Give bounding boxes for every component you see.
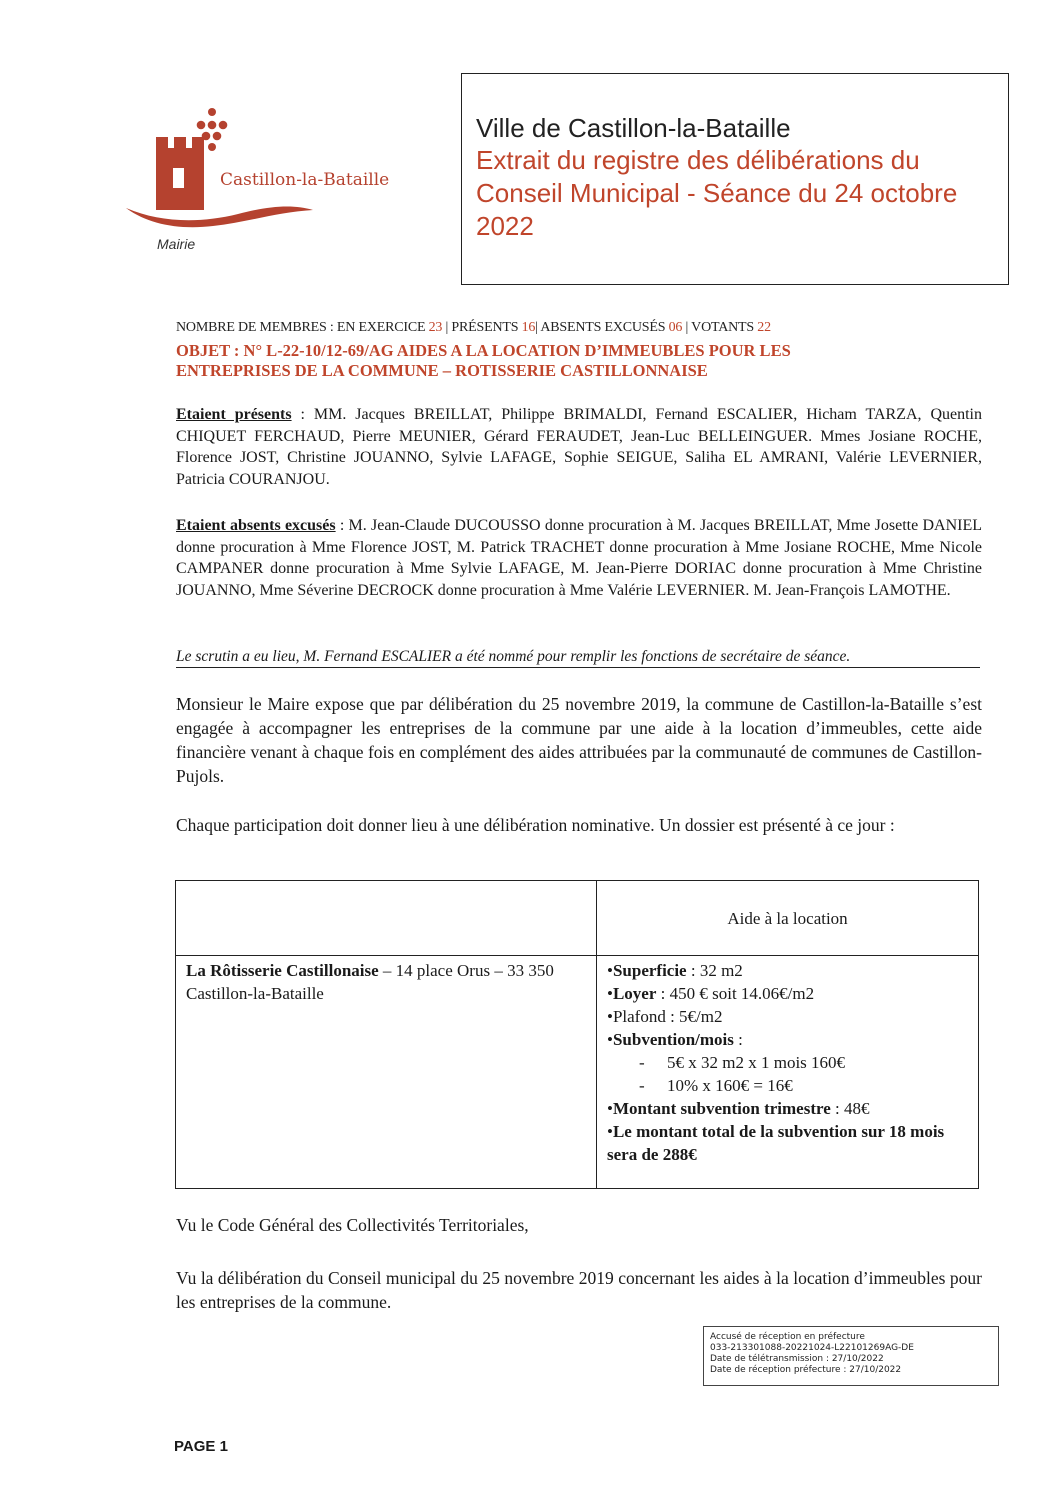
list-item bbox=[607, 959, 968, 982]
absents-text: : M. Jean-Claude DUCOUSSO donne procuration à M. Jacques BREILLAT, Mme Josette DANIEL donne procuration à Mme Florence JOST, M. Patrick TRACHET donne procuration à Mme Josiane ROCHE, Mme Nicole CAMPANER donne procuration à Mme Sylvie LAFAGE, M. Jean-Pierre DORIAC donne procuration à Mme Christine JOUANNO, Mme Séverine DECROCK donne procuration à Mme Valérie LEVERNIER. M. Jean-François LAMOTHE. bbox=[176, 517, 982, 599]
page-number: PAGE 1 bbox=[174, 1438, 228, 1455]
members-label-absents: | ABSENTS EXCUSÉS bbox=[535, 320, 669, 335]
scrutin-note: Le scrutin a eu lieu, M. Fernand ESCALIER a été nommé pour remplir les fonctions de secrétaire de séance. bbox=[176, 648, 980, 668]
vu-deliberation-paragraph: Vu la délibération du Conseil municipal du 25 novembre 2019 concernant les aides à la location d’immeubles pour les entreprises de la commune. bbox=[176, 1268, 982, 1312]
list-item: - 5€ x 32 m2 x 1 mois 160€ bbox=[639, 1051, 968, 1074]
river-swoosh bbox=[126, 207, 313, 228]
presents-text: : MM. Jacques BREILLAT, Philippe BRIMALDI, Fernand ESCALIER, Hicham TARZA, Quentin CHIQUET FERCHAUD, Pierre MEUNIER, Gérard FERAUDET, Jean-Luc BELLEINGUER. Mmes Josiane ROCHE, Florence JOST, Christine JOUANNO, Sylvie LAFAGE, Sophie SEIGUE, Saliha EL AMRANI, Valérie LEVERNIER, Patricia COURANJOU. bbox=[176, 406, 982, 488]
company-cell bbox=[176, 956, 597, 1189]
list-item bbox=[607, 1028, 968, 1051]
aid-totals-list bbox=[607, 1097, 968, 1166]
aid-details-list bbox=[607, 959, 968, 1051]
table-header-empty bbox=[176, 881, 597, 956]
table-row bbox=[176, 956, 979, 1189]
prefecture-receipt-stamp bbox=[703, 1326, 999, 1386]
list-item bbox=[607, 982, 968, 1005]
absents-label: Etaient absents excusés bbox=[176, 517, 336, 534]
members-exercice: 23 bbox=[428, 320, 443, 335]
members-label-votants: | VOTANTS bbox=[682, 320, 758, 335]
list-item: - 10% x 160€ = 16€ bbox=[639, 1074, 968, 1097]
subvention-label: Subvention/mois bbox=[612, 1030, 734, 1049]
list-item bbox=[607, 1005, 968, 1028]
header-subtitle: Extrait du registre des délibérations du Conseil Municipal - Séance du 24 octobre 2022 bbox=[476, 145, 958, 241]
members-label-exercice: NOMBRE DE MEMBRES : EN EXERCICE bbox=[176, 320, 429, 335]
aid-details-cell bbox=[597, 956, 979, 1189]
tower-window bbox=[173, 168, 184, 188]
vu-cgct-paragraph: Vu le Code Général des Collectivités Territoriales, bbox=[176, 1215, 529, 1235]
loyer-value: : 450 € soit 14.06€/m2 bbox=[656, 984, 815, 1003]
trimestre-label: Montant subvention trimestre bbox=[612, 1099, 831, 1118]
trimestre-value: : 48€ bbox=[830, 1099, 870, 1118]
subvention-calc-list bbox=[607, 1051, 968, 1097]
superficie-value: : 32 m2 bbox=[686, 961, 743, 980]
table-header-row bbox=[176, 881, 979, 956]
stamp-line-4: Date de réception préfecture : 27/10/2022 bbox=[710, 1365, 902, 1375]
loyer-label: Loyer bbox=[612, 984, 657, 1003]
members-absents: 06 bbox=[668, 320, 683, 335]
aid-table bbox=[175, 880, 979, 1189]
members-count-line bbox=[176, 320, 771, 336]
document-header bbox=[461, 73, 1009, 285]
table-header-aid: Aide à la location bbox=[597, 881, 979, 956]
header-title: Ville de Castillon-la-Bataille bbox=[476, 113, 791, 143]
members-label-presents: | PRÉSENTS bbox=[442, 320, 522, 335]
expose-paragraph: Monsieur le Maire expose que par délibération du 25 novembre 2019, la commune de Castillon-la-Bataille s’est engagée à accompagner les entreprises de la commune par une aide à la location d’immeubles, cette aide financière venant à chaque fois en complément des aides attribuées par la communauté de communes de Castillon-Pujols. bbox=[176, 694, 982, 786]
presents-paragraph bbox=[176, 404, 982, 490]
logo-town-name: Castillon-la-Bataille bbox=[220, 170, 390, 190]
superficie-label: Superficie bbox=[612, 961, 687, 980]
deliberation-objet: OBJET : N° L-22-10/12-69/AG AIDES A LA LOCATION D’IMMEUBLES POUR LES ENTREPRISES DE LA COMMUNE – ROTISSERIE CASTILLONNAISE bbox=[176, 341, 791, 380]
presents-label: Etaient présents bbox=[176, 406, 292, 423]
plafond-text: Plafond : 5€/m2 bbox=[612, 1007, 723, 1026]
list-item bbox=[607, 1120, 968, 1166]
members-presents: 16 bbox=[521, 320, 536, 335]
stamp-line-3: Date de télétransmission : 27/10/2022 bbox=[710, 1354, 884, 1364]
absents-paragraph bbox=[176, 515, 982, 601]
stamp-line-1: Accusé de réception en préfecture bbox=[710, 1332, 865, 1342]
list-item bbox=[607, 1097, 968, 1120]
company-address: – 14 place Orus – 33 350 Castillon-la-Bataille bbox=[186, 961, 554, 1003]
logo-mairie-label: Mairie bbox=[157, 236, 196, 252]
company-name: La Rôtisserie Castillonaise bbox=[186, 961, 379, 980]
total-text: Le montant total de la subvention sur 18 mois sera de 288€ bbox=[607, 1122, 945, 1164]
dossier-paragraph: Chaque participation doit donner lieu à une délibération nominative. Un dossier est présenté à ce jour : bbox=[176, 815, 895, 835]
subvention-suffix: : bbox=[733, 1030, 743, 1049]
stamp-line-2: 033-213301088-20221024-L22101269AG-DE bbox=[710, 1343, 914, 1353]
members-votants: 22 bbox=[757, 320, 771, 335]
